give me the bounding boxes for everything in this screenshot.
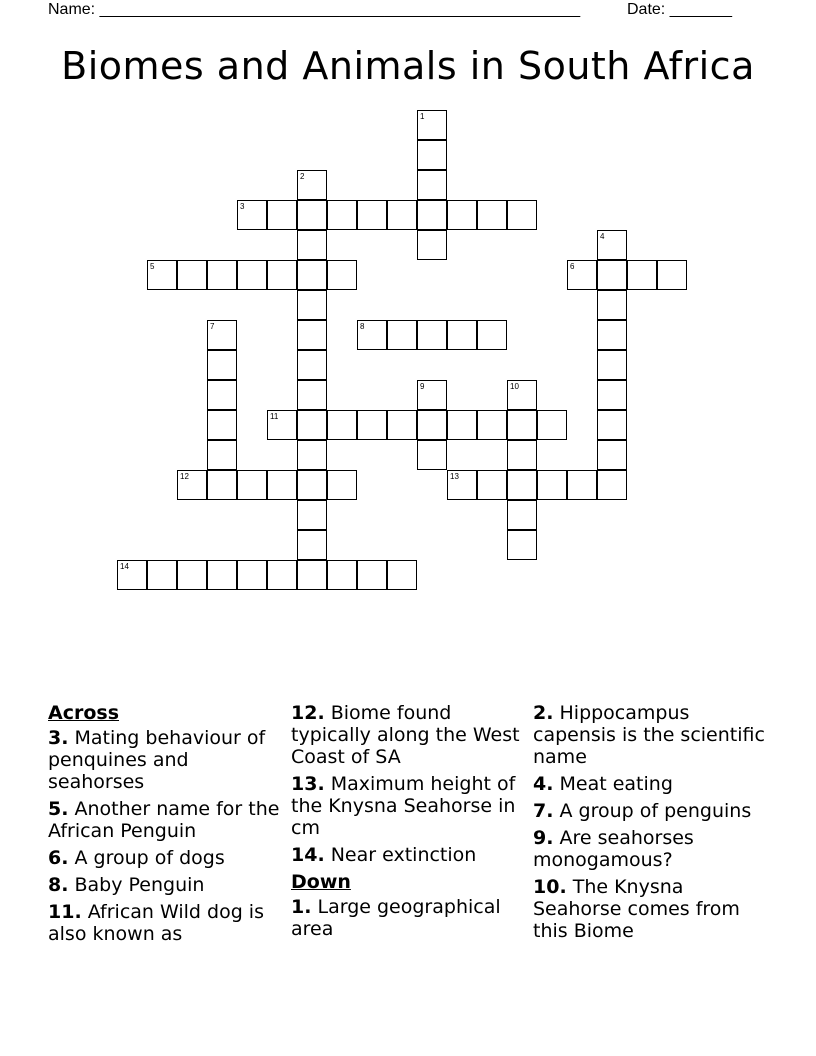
- cell-number: 11: [270, 412, 279, 421]
- grid-cell[interactable]: [207, 320, 237, 350]
- cell-number: 13: [450, 472, 459, 481]
- header-line: [48, 0, 748, 20]
- grid-cell[interactable]: [297, 470, 327, 500]
- grid-cell[interactable]: [297, 380, 327, 410]
- grid-cell[interactable]: [327, 200, 357, 230]
- clue-down-9: 9. Are seahorses monogamous?: [533, 827, 694, 871]
- grid-cell[interactable]: [507, 440, 537, 470]
- date-field-label[interactable]: Date: _______: [627, 1, 732, 18]
- grid-cell[interactable]: [597, 380, 627, 410]
- grid-cell[interactable]: [537, 470, 567, 500]
- clue-across-3: 3. Mating behaviour of penquines and seahorses: [48, 727, 266, 793]
- grid-cell[interactable]: [537, 410, 567, 440]
- clue-down-4: 4. Meat eating: [533, 773, 673, 795]
- grid-cell[interactable]: [597, 440, 627, 470]
- grid-cell[interactable]: [207, 260, 237, 290]
- grid-cell[interactable]: [507, 380, 537, 410]
- clue-down-1: 1. Large geographical area: [291, 896, 501, 940]
- grid-cell[interactable]: [147, 560, 177, 590]
- grid-cell[interactable]: [237, 260, 267, 290]
- across-heading: Across: [48, 702, 120, 724]
- grid-cell[interactable]: [567, 260, 597, 290]
- grid-cell[interactable]: [387, 200, 417, 230]
- grid-cell[interactable]: [507, 200, 537, 230]
- grid-cell[interactable]: [417, 230, 447, 260]
- grid-cell[interactable]: [597, 260, 627, 290]
- grid-cell[interactable]: [417, 140, 447, 170]
- grid-cell[interactable]: [297, 170, 327, 200]
- grid-cell[interactable]: [417, 170, 447, 200]
- grid-cell[interactable]: [327, 410, 357, 440]
- down-heading: Down: [291, 871, 351, 893]
- grid-cell[interactable]: [117, 560, 147, 590]
- clue-down-2: 2. Hippocampus capensis is the scientific name: [533, 702, 765, 768]
- clue-across-11: 11. African Wild dog is also known as: [48, 901, 264, 945]
- grid-cell[interactable]: [597, 230, 627, 260]
- grid-cell[interactable]: [507, 470, 537, 500]
- clue-across-13: 13. Maximum height of the Knysna Seahorse in cm: [291, 773, 516, 839]
- grid-cell[interactable]: [597, 470, 627, 500]
- name-field-label[interactable]: Name: ______________________________________________________: [48, 1, 581, 18]
- grid-cell[interactable]: [447, 470, 477, 500]
- grid-cell[interactable]: [237, 560, 267, 590]
- grid-cell[interactable]: [477, 470, 507, 500]
- grid-cell[interactable]: [177, 560, 207, 590]
- grid-cell[interactable]: [237, 470, 267, 500]
- cell-number: 8: [360, 322, 365, 331]
- grid-cell[interactable]: [447, 320, 477, 350]
- clue-across-12: 12. Biome found typically along the West Coast of SA: [291, 702, 520, 768]
- grid-cell[interactable]: [417, 110, 447, 140]
- grid-cell[interactable]: [327, 560, 357, 590]
- grid-cell[interactable]: [387, 320, 417, 350]
- cell-number: 6: [570, 262, 575, 271]
- grid-cell[interactable]: [147, 260, 177, 290]
- grid-cell[interactable]: [297, 290, 327, 320]
- grid-cell[interactable]: [417, 200, 447, 230]
- grid-cell[interactable]: [387, 410, 417, 440]
- grid-cell[interactable]: [507, 500, 537, 530]
- grid-cell[interactable]: [507, 530, 537, 560]
- grid-cell[interactable]: [207, 440, 237, 470]
- grid-cell[interactable]: [297, 440, 327, 470]
- clue-down-10: 10. The Knysna Seahorse comes from this Biome: [533, 876, 740, 942]
- grid-cell[interactable]: [327, 260, 357, 290]
- grid-cell[interactable]: [417, 380, 447, 410]
- grid-cell[interactable]: [297, 530, 327, 560]
- grid-cell[interactable]: [597, 320, 627, 350]
- cell-number: 14: [120, 562, 129, 571]
- clue-across-5: 5. Another name for the African Penguin: [48, 798, 280, 842]
- grid-cell[interactable]: [297, 230, 327, 260]
- clue-column-1: [48, 702, 284, 950]
- cell-number: 10: [510, 382, 519, 391]
- cell-number: 9: [420, 382, 425, 391]
- grid-cell[interactable]: [387, 560, 417, 590]
- cell-number: 5: [150, 262, 155, 271]
- grid-cell[interactable]: [417, 440, 447, 470]
- cell-number: 7: [210, 322, 215, 331]
- grid-cell[interactable]: [177, 260, 207, 290]
- grid-cell[interactable]: [597, 290, 627, 320]
- clue-column-2: [291, 702, 527, 945]
- grid-cell[interactable]: [477, 200, 507, 230]
- clue-across-14: 14. Near extinction: [291, 844, 477, 866]
- grid-cell[interactable]: [297, 200, 327, 230]
- clue-across-6: 6. A group of dogs: [48, 847, 225, 869]
- grid-cell[interactable]: [267, 260, 297, 290]
- cell-number: 3: [240, 202, 245, 211]
- cell-number: 2: [300, 172, 305, 181]
- grid-cell[interactable]: [297, 560, 327, 590]
- grid-cell[interactable]: [597, 410, 627, 440]
- grid-cell[interactable]: [267, 410, 297, 440]
- grid-cell[interactable]: [297, 500, 327, 530]
- grid-cell[interactable]: [207, 380, 237, 410]
- grid-cell[interactable]: [177, 470, 207, 500]
- grid-cell[interactable]: [357, 560, 387, 590]
- grid-cell[interactable]: [207, 470, 237, 500]
- grid-cell[interactable]: [207, 350, 237, 380]
- cell-number: 12: [180, 472, 189, 481]
- grid-cell[interactable]: [447, 410, 477, 440]
- clue-down-7: 7. A group of penguins: [533, 800, 752, 822]
- grid-cell[interactable]: [207, 560, 237, 590]
- grid-cell[interactable]: [447, 200, 477, 230]
- clue-across-8: 8. Baby Penguin: [48, 874, 205, 896]
- grid-cell[interactable]: [297, 320, 327, 350]
- grid-cell[interactable]: [297, 350, 327, 380]
- grid-cell[interactable]: [357, 200, 387, 230]
- page-title: Biomes and Animals in South Africa: [61, 44, 755, 88]
- grid-cell[interactable]: [237, 200, 267, 230]
- grid-cell[interactable]: [267, 470, 297, 500]
- grid-cell[interactable]: [297, 260, 327, 290]
- cell-number: 4: [600, 232, 605, 241]
- grid-cell[interactable]: [477, 410, 507, 440]
- grid-cell[interactable]: [297, 410, 327, 440]
- cell-number: 1: [420, 112, 425, 121]
- grid-cell[interactable]: [207, 410, 237, 440]
- grid-cell[interactable]: [417, 410, 447, 440]
- clue-column-3: [533, 702, 769, 947]
- grid-cell[interactable]: [417, 320, 447, 350]
- grid-cell[interactable]: [597, 350, 627, 380]
- grid-cell[interactable]: [477, 320, 507, 350]
- grid-cell[interactable]: [507, 410, 537, 440]
- grid-cell[interactable]: [357, 410, 387, 440]
- grid-cell[interactable]: [567, 470, 597, 500]
- grid-cell[interactable]: [627, 260, 657, 290]
- grid-cell[interactable]: [267, 200, 297, 230]
- grid-cell[interactable]: [327, 470, 357, 500]
- grid-cell[interactable]: [357, 320, 387, 350]
- grid-cell[interactable]: [657, 260, 687, 290]
- grid-cell[interactable]: [267, 560, 297, 590]
